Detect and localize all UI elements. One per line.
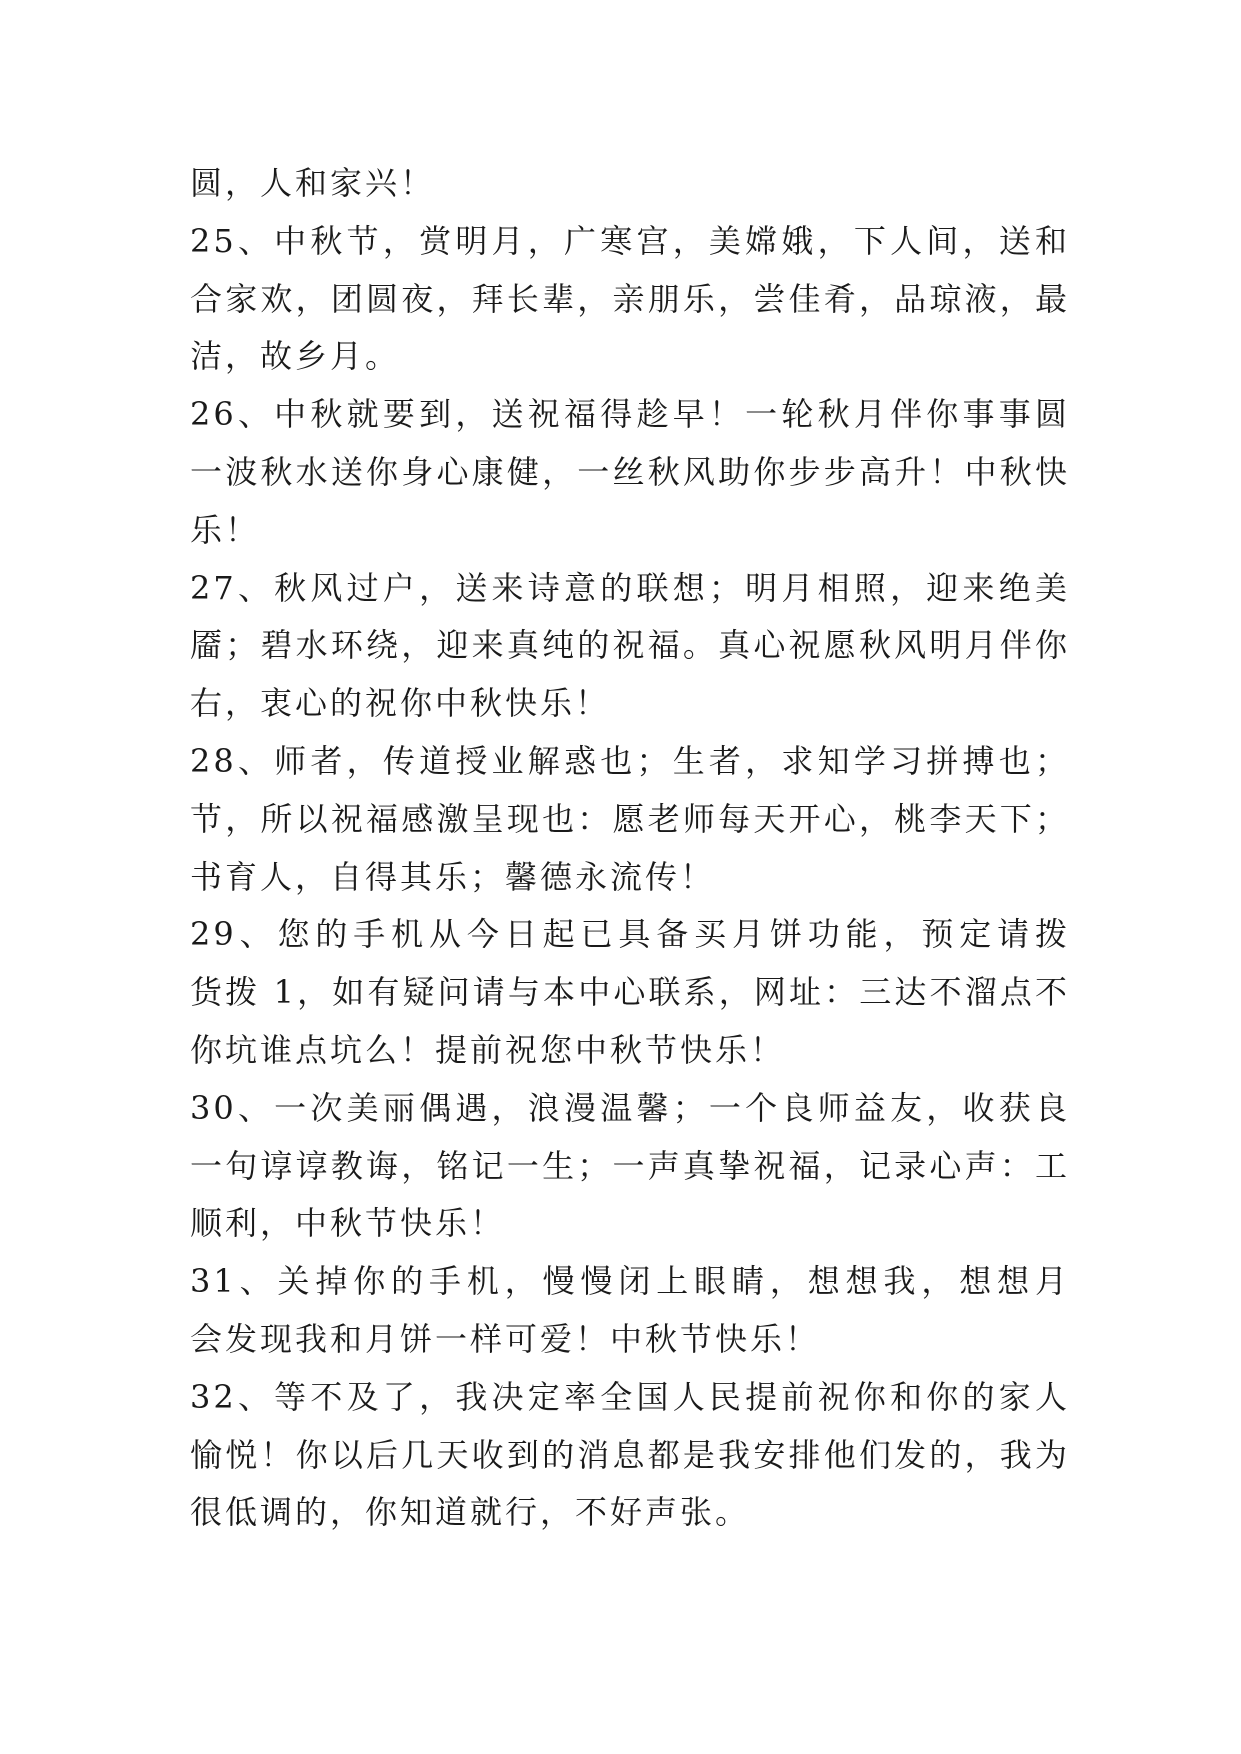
text-line: 一波秋水送你身心康健，一丝秋风助你步步高升！中秋快 bbox=[190, 452, 1070, 491]
text-line: 25、中秋节，赏明月，广寒宫，美嫦娥，下人间，送和 bbox=[190, 221, 1070, 260]
text-line: 右，衷心的祝你中秋快乐！ bbox=[190, 684, 611, 723]
text-line: 合家欢，团圆夜，拜长辈，亲朋乐，尝佳肴，品琼液，最 bbox=[190, 279, 1070, 318]
text-line: 31、关掉你的手机，慢慢闭上眼睛，想想我，想想月 bbox=[190, 1262, 1070, 1301]
text-line: 书育人，自得其乐；馨德永流传！ bbox=[190, 857, 716, 896]
text-line: 靥；碧水环绕，迎来真纯的祝福。真心祝愿秋风明月伴你 bbox=[190, 626, 1070, 665]
text-line: 节，所以祝福感激呈现也：愿老师每天开心，桃李天下； bbox=[190, 799, 1070, 838]
text-line: 一句谆谆教诲，铭记一生；一声真挚祝福，记录心声：工 bbox=[190, 1146, 1070, 1185]
text-line: 圆，人和家兴！ bbox=[190, 164, 436, 202]
text-line: 会发现我和月饼一样可爱！中秋节快乐！ bbox=[190, 1319, 821, 1358]
text-line: 27、秋风过户，送来诗意的联想；明月相照，迎来绝美 bbox=[190, 568, 1070, 607]
document-body bbox=[190, 155, 1070, 1542]
text-line: 很低调的，你知道就行，不好声张。 bbox=[190, 1493, 751, 1532]
text-line: 26、中秋就要到，送祝福得趁早！一轮秋月伴你事事圆 bbox=[190, 395, 1070, 434]
text-line: 顺利，中秋节快乐！ bbox=[190, 1204, 506, 1243]
text-line: 愉悦！你以后几天收到的消息都是我安排他们发的，我为 bbox=[190, 1435, 1070, 1474]
text-line: 30、一次美丽偶遇，浪漫温馨；一个良师益友，收获良 bbox=[190, 1088, 1070, 1127]
text-line: 29、您的手机从今日起已具备买月饼功能，预定请拨 bbox=[190, 915, 1070, 954]
text-line: 乐！ bbox=[190, 510, 261, 549]
text-line: 货拨 1，如有疑问请与本中心联系，网址：三达不溜点不 bbox=[190, 973, 1070, 1012]
text-line: 28、师者，传道授业解惑也；生者，求知学习拼搏也； bbox=[190, 741, 1070, 780]
text-line: 32、等不及了，我决定率全国人民提前祝你和你的家人 bbox=[190, 1377, 1070, 1416]
text-line: 你坑谁点坑么！提前祝您中秋节快乐！ bbox=[190, 1030, 786, 1069]
text-line: 洁，故乡月。 bbox=[190, 337, 401, 376]
